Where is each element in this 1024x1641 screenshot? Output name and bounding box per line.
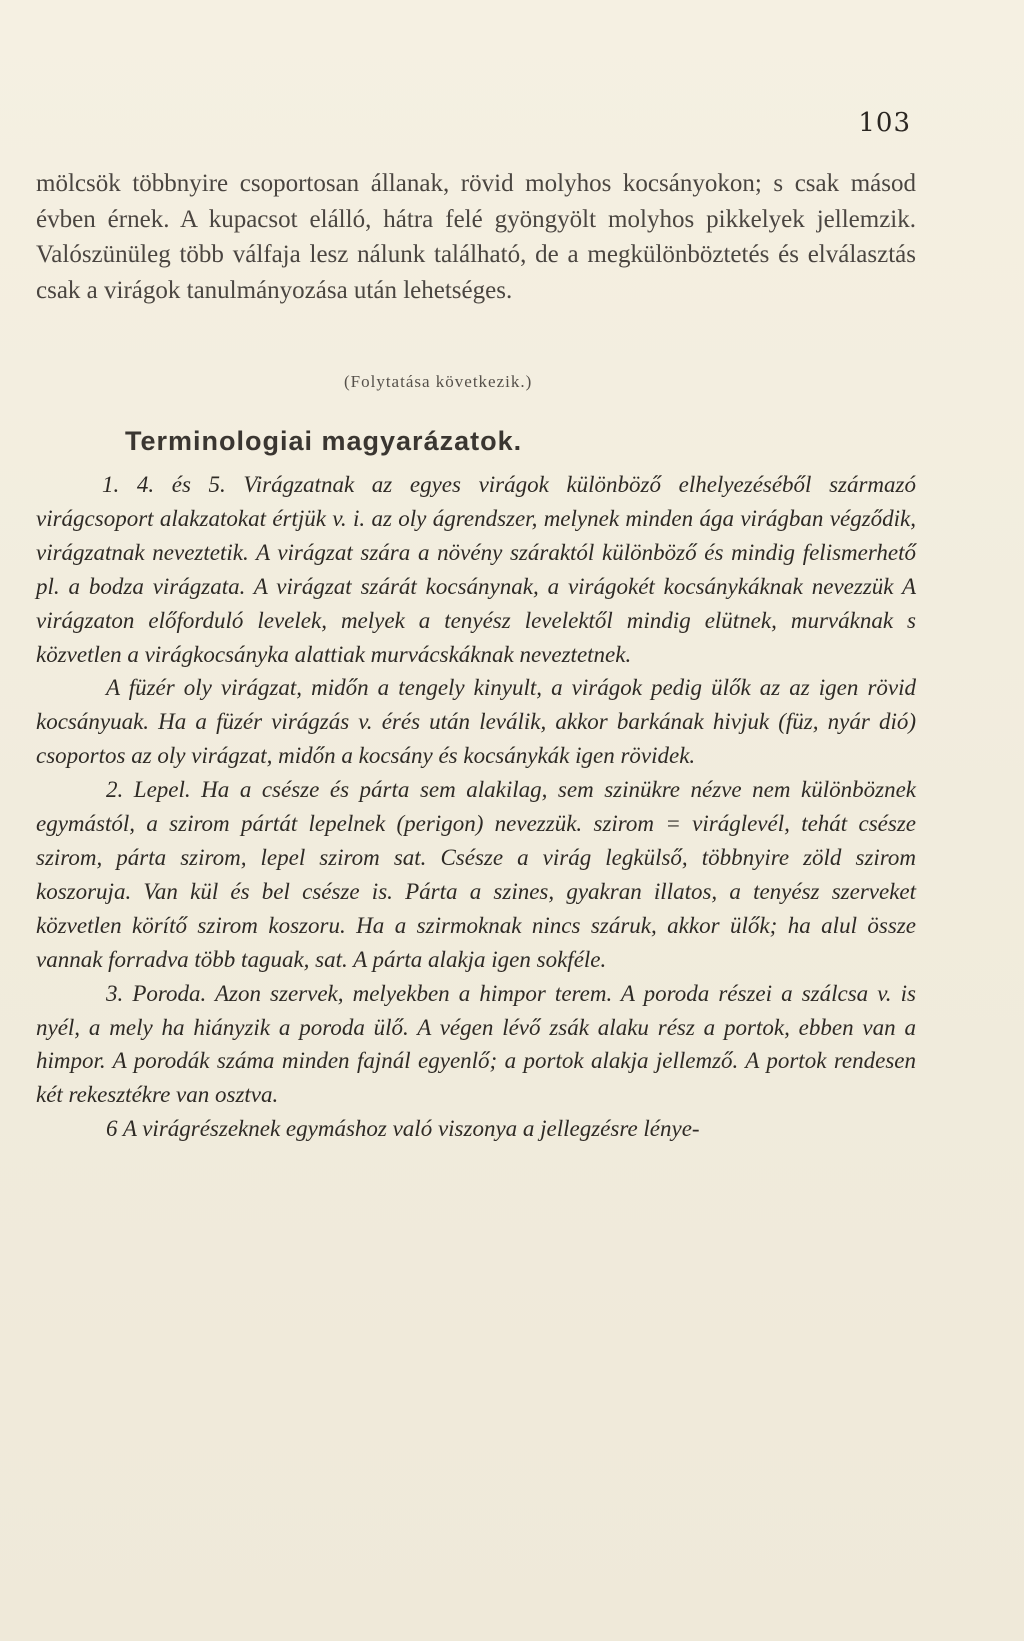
intro-paragraph: mölcsök többnyire csoportosan állanak, rövid molyhos kocsányokon; s csak másod évben érnek. A kupacsot elálló, hátra felé gyöngyölt molyhos pikkelyek jellemzik. Valószünüleg több válfaja lesz nálunk található, de a megkülönböztetés és elválasztás csak a virágok tanulmányozása után lehetséges.	[36, 170, 916, 304]
paragraph-stamen: 3. Poroda. Azon szervek, melyekben a himpor terem. A poroda részei a szálcsa v. is nyél, a mely ha hiányzik a poroda ülő. A végen lévő zsák alaku rész a portok, ebben van a himpor. A porodák száma minden fajnál egyenlő; a portok alakja jellemző. A portok rendesen két rekesztékre van osztva.	[36, 980, 916, 1108]
paragraph-flower-parts: 6 A virágrészeknek egymáshoz való viszonya a jellegzésre lénye-	[106, 1116, 700, 1142]
continuation-note: (Folytatása következik.)	[344, 372, 533, 391]
terminology-section	[36, 468, 916, 1146]
paragraph-inflorescence: 1. 4. és 5. Virágzatnak az egyes virágok különböző elhelyezéséből származó virágcsoport alakzatokat értjük v. i. az oly ágrendszer, melynek minden ága virágban végződik, virágzatnak neveztetik. A virágzat szára a növény száraktól különböző és mindig felismerhető pl. a bodza virágzata. A virágzat szárát kocsánynak, a virágokét kocsánykáknak nevezzük A virágzaton előforduló levelek, melyek a tenyész levelektől mindig elütnek, murváknak s közvetlen a virágkocsányka alattiak murvácskáknak neveztetnek.	[36, 472, 916, 667]
page-number: 103	[858, 108, 911, 138]
intro-paragraph-block	[36, 166, 916, 308]
paragraph-perianth: 2. Lepel. Ha a csésze és párta sem alakilag, sem szinükre nézve nem különböznek egymástól, a szirom pártát lepelnek (perigon) nevezzük. szirom = viráglevél, tehát csésze szirom, párta szirom, lepel szirom sat. Csésze a virág legkülső, többnyire zöld szirom koszoruja. Van kül és bel csésze is. Párta a szines, gyakran illatos, a tenyész szerveket közvetlen körítő szirom koszoru. Ha a szirmoknak nincs száruk, akkor ülők; ha alul össze vannak forradva több taguak, sat. A párta alakja igen sokféle.	[36, 777, 916, 972]
section-heading: Terminologiai magyarázatok.	[125, 426, 523, 456]
paragraph-spike: A füzér oly virágzat, midőn a tengely kinyult, a virágok pedig ülők az az igen rövid kocsányuak. Ha a füzér virágzás v. érés után leválik, akkor barkának hivjuk (füz, nyár dió) csoportos az oly virágzat, midőn a kocsány és kocsánykák igen rövidek.	[36, 675, 916, 769]
